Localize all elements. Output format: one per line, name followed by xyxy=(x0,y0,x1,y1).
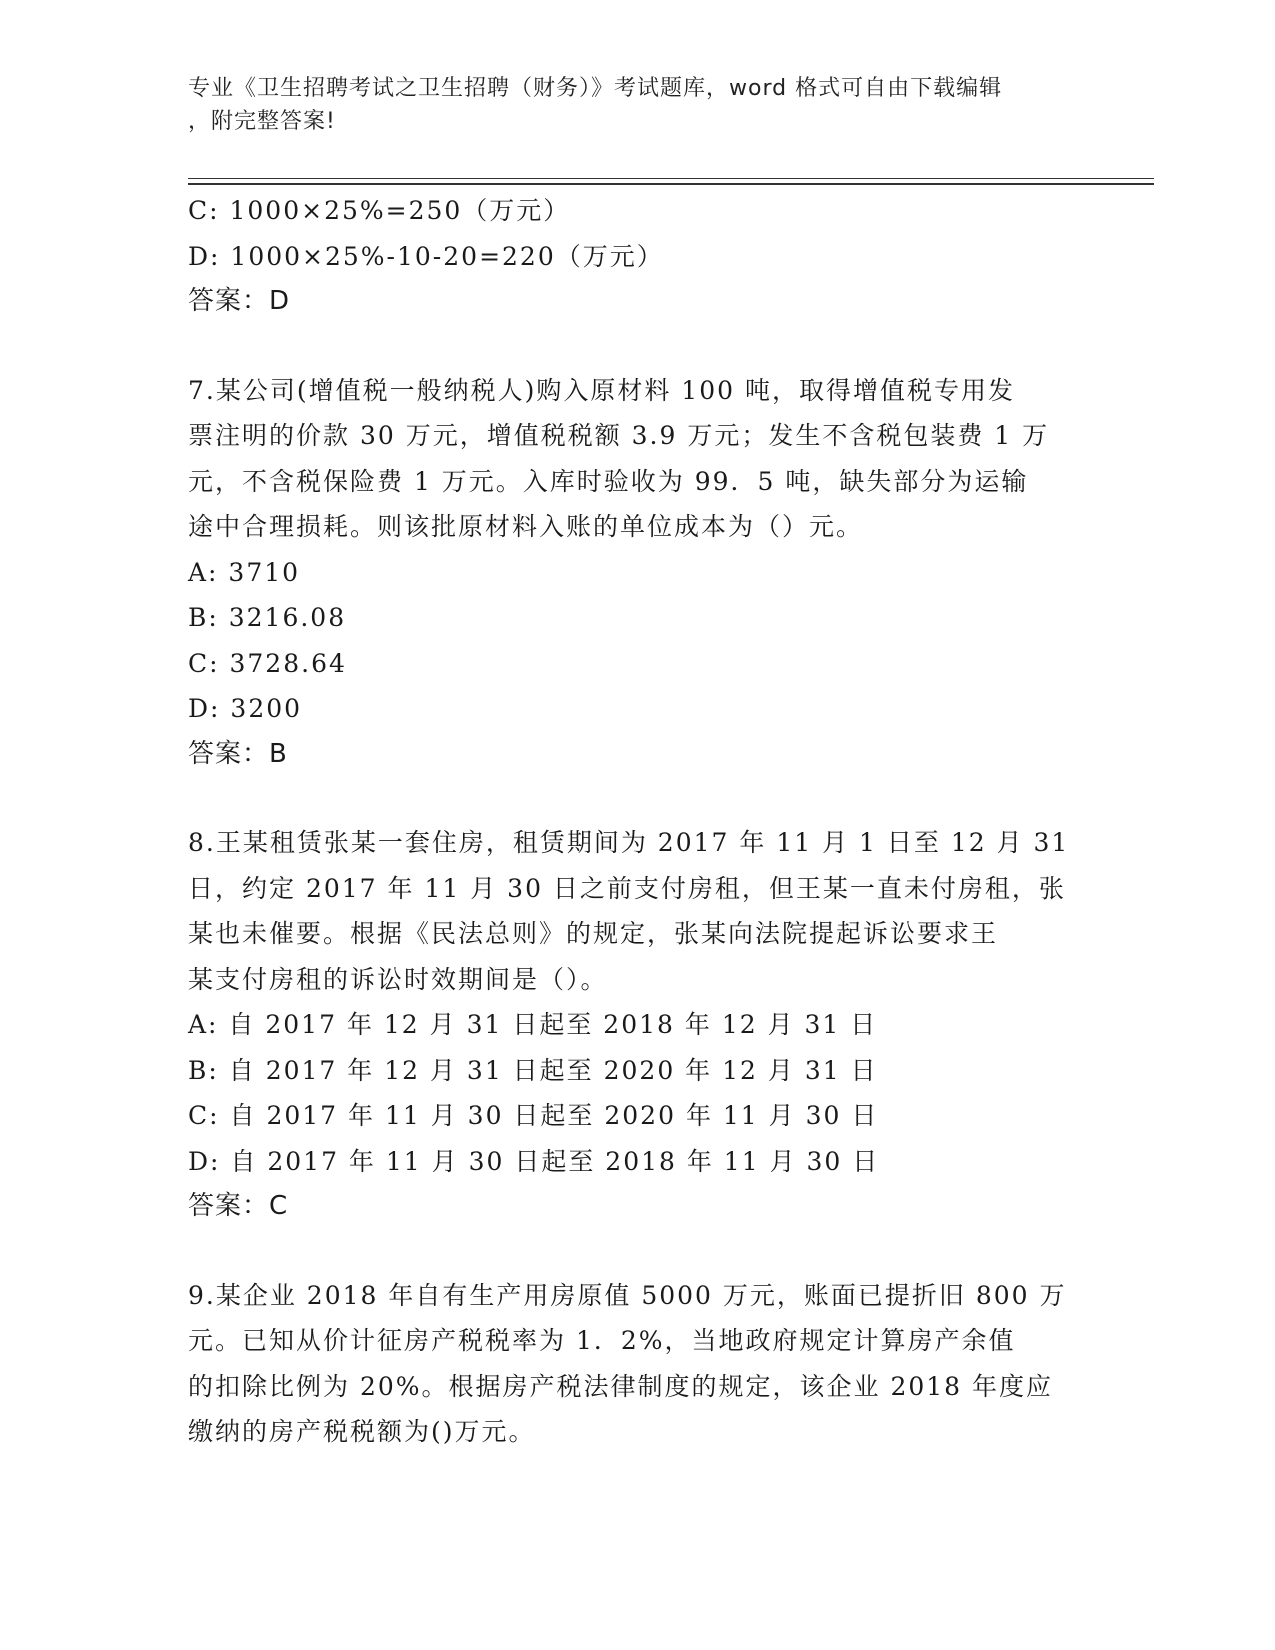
previous-question-tail xyxy=(188,188,1088,325)
spacer xyxy=(188,777,1088,820)
question-text-line: 缴纳的房产税税额为()万元。 xyxy=(188,1417,536,1446)
question-text-line: 9.某企业 2018 年自有生产用房原值 5000 万元，账面已提折旧 800 万 xyxy=(188,1280,1067,1310)
option-c: C: 1000×25%=250（万元） xyxy=(188,196,571,225)
question-text-line: 元。已知从价计征房产税税率为 1．2%，当地政府规定计算房产余值 xyxy=(188,1326,1016,1355)
option-a: A: 自 2017 年 12 月 31 日起至 2018 年 12 月 31 日 xyxy=(188,1010,878,1039)
question-9 xyxy=(188,1273,1088,1455)
spacer xyxy=(188,1230,1088,1273)
page-header xyxy=(188,72,1078,138)
question-text-line: 途中合理损耗。则该批原材料入账的单位成本为（）元。 xyxy=(188,512,864,541)
question-text-line: 票注明的价款 30 万元，增值税税额 3.9 万元；发生不含税包装费 1 万 xyxy=(188,421,1050,450)
spacer xyxy=(188,325,1088,368)
question-text-line: 7.某公司(增值税一般纳税人)购入原材料 100 吨，取得增值税专用发 xyxy=(188,375,1015,405)
header-line-1: 专业《卫生招聘考试之卫生招聘（财务）》考试题库，word 格式可自由下载编辑 xyxy=(188,76,1003,101)
question-text-line: 某也未催要。根据《民法总则》的规定，张某向法院提起诉讼要求王 xyxy=(188,919,999,948)
option-d: D: 1000×25%-10-20=220（万元） xyxy=(188,241,664,271)
option-b: B: 3216.08 xyxy=(188,603,347,632)
answer-line: 答案：B xyxy=(188,738,288,769)
option-d: D: 自 2017 年 11 月 30 日起至 2018 年 11 月 30 日 xyxy=(188,1146,880,1176)
answer-line: 答案：D xyxy=(188,286,291,316)
option-c: C: 3728.64 xyxy=(188,648,347,678)
option-d: D: 3200 xyxy=(188,694,303,723)
question-text-line: 8.王某租赁张某一套住房，租赁期间为 2017 年 11 月 1 日至 12 月 31 xyxy=(188,828,1070,857)
option-c: C: 自 2017 年 11 月 30 日起至 2020 年 11 月 30 日 xyxy=(188,1101,879,1130)
question-8 xyxy=(188,820,1088,1230)
question-text-line: 某支付房租的诉讼时效期间是（）。 xyxy=(188,964,608,994)
header-divider-thin xyxy=(188,178,1154,179)
answer-line: 答案：C xyxy=(188,1191,289,1221)
question-7 xyxy=(188,368,1088,778)
question-text-line: 日，约定 2017 年 11 月 30 日之前支付房租，但王某一直未付房租，张 xyxy=(188,873,1066,903)
header-line-2: ，附完整答案! xyxy=(188,109,336,134)
option-b: B: 自 2017 年 12 月 31 日起至 2020 年 12 月 31 日 xyxy=(188,1055,878,1085)
option-a: A: 3710 xyxy=(188,557,301,587)
header-divider-thick xyxy=(188,183,1154,185)
question-text-line: 的扣除比例为 20%。根据房产税法律制度的规定，该企业 2018 年度应 xyxy=(188,1371,1054,1401)
question-text-line: 元，不含税保险费 1 万元。入库时验收为 99．5 吨，缺失部分为运输 xyxy=(188,466,1029,496)
document-body xyxy=(188,188,1088,1455)
